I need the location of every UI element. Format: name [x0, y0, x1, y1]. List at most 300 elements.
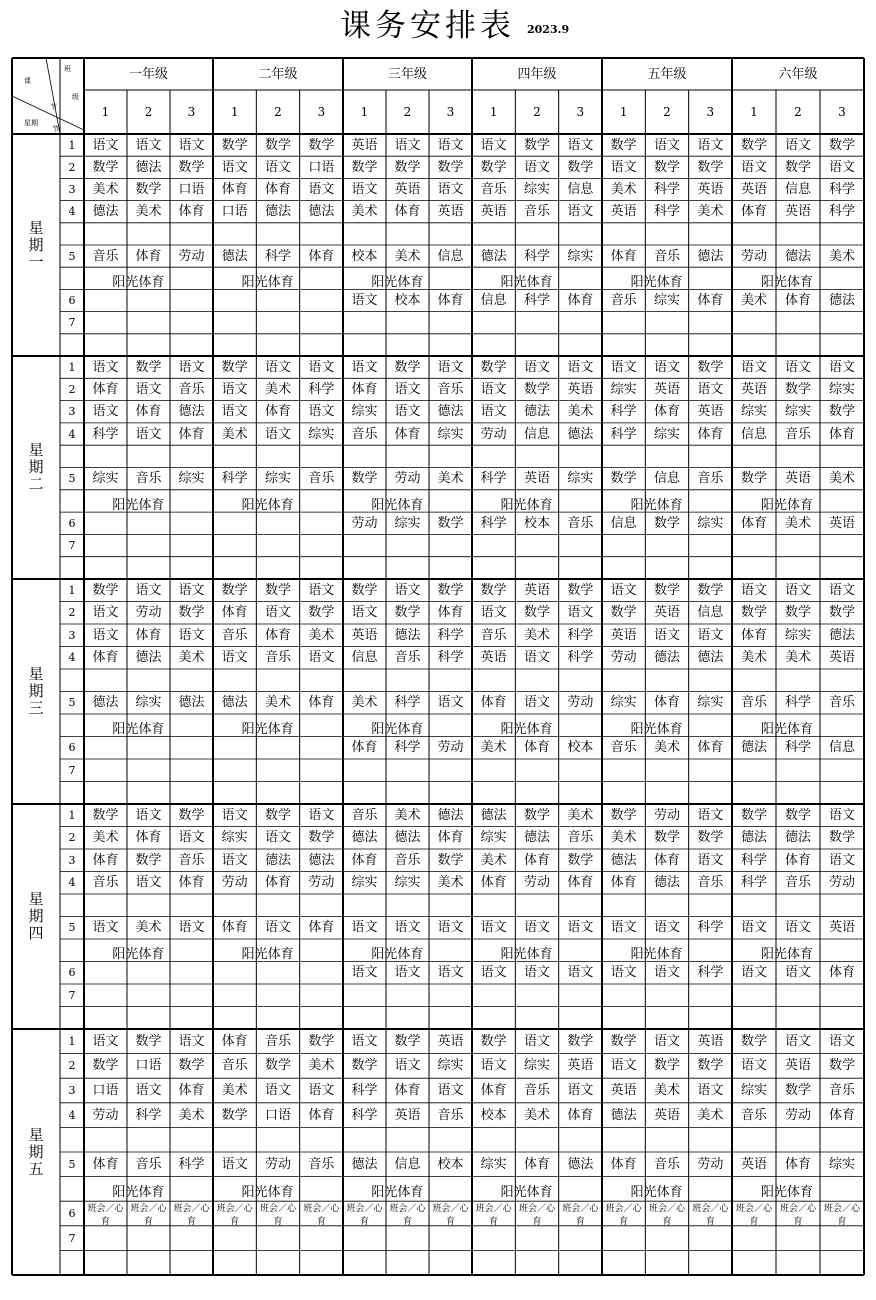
subject-cell: 数学 — [178, 807, 205, 823]
class-meeting-cell: 班会／心育 — [605, 1204, 642, 1228]
subject-cell: 体育 — [308, 695, 335, 711]
subject-cell: 体育 — [264, 181, 291, 197]
subject-cell: 体育 — [740, 627, 767, 643]
subject-cell: 劳动 — [828, 875, 855, 891]
corner-label: 节 — [50, 103, 57, 111]
subject-cell: 德法 — [567, 426, 594, 442]
subject-cell: 语文 — [178, 359, 205, 375]
sunshine-sports-label: 阳光体育 — [241, 1184, 294, 1200]
subject-cell: 语文 — [653, 627, 680, 643]
subject-cell: 数学 — [740, 137, 767, 153]
subject-cell: 信息 — [351, 650, 378, 666]
subject-cell: 综实 — [264, 471, 291, 487]
subject-cell: 语文 — [264, 920, 291, 936]
subject-cell: 口语 — [264, 1107, 291, 1123]
subject-cell: 语文 — [308, 404, 335, 420]
subject-cell: 语文 — [221, 404, 248, 420]
subject-cell: 美术 — [264, 381, 291, 397]
subject-cell: 综实 — [437, 426, 464, 442]
subject-cell: 英语 — [394, 1107, 421, 1123]
subject-cell: 体育 — [437, 830, 464, 846]
subject-cell: 数学 — [308, 830, 335, 846]
subject-cell: 英语 — [784, 471, 811, 487]
subject-cell: 美术 — [92, 830, 119, 846]
subject-cell: 语文 — [135, 381, 162, 397]
subject-cell: 数学 — [828, 605, 855, 621]
subject-cell: 语文 — [653, 1033, 680, 1049]
subject-cell: 体育 — [653, 404, 680, 420]
subject-cell: 数学 — [178, 159, 205, 175]
subject-cell: 语文 — [653, 359, 680, 375]
class-number: 1 — [101, 105, 110, 119]
subject-cell: 数学 — [653, 830, 680, 846]
subject-cell: 美术 — [480, 852, 507, 868]
subject-cell: 语文 — [740, 920, 767, 936]
subject-cell: 体育 — [135, 404, 162, 420]
period-number: 3 — [68, 1083, 76, 1097]
subject-cell: 美术 — [92, 181, 119, 197]
subject-cell: 数学 — [784, 159, 811, 175]
subject-cell: 英语 — [567, 381, 594, 397]
subject-cell: 英语 — [653, 605, 680, 621]
subject-cell: 美术 — [437, 471, 464, 487]
subject-cell: 语文 — [784, 920, 811, 936]
subject-cell: 信息 — [828, 740, 855, 756]
subject-cell: 科学 — [653, 204, 680, 220]
subject-cell: 语文 — [264, 605, 291, 621]
subject-cell: 劳动 — [351, 515, 378, 531]
subject-cell: 语文 — [567, 204, 594, 220]
subject-cell: 体育 — [178, 204, 205, 220]
subject-cell: 数学 — [740, 471, 767, 487]
grade-header: 三年级 — [387, 66, 427, 82]
subject-cell: 语文 — [221, 807, 248, 823]
subject-cell: 综实 — [653, 426, 680, 442]
subject-cell: 语文 — [351, 181, 378, 197]
subject-cell: 数学 — [828, 137, 855, 153]
subject-cell: 数学 — [264, 1058, 291, 1074]
subject-cell: 数学 — [697, 830, 724, 846]
subject-cell: 语文 — [178, 830, 205, 846]
sunshine-sports-label: 阳光体育 — [630, 1184, 683, 1200]
subject-cell: 语文 — [610, 965, 637, 981]
subject-cell: 数学 — [610, 1033, 637, 1049]
subject-cell: 音乐 — [135, 1156, 162, 1172]
subject-cell: 语文 — [784, 582, 811, 598]
sunshine-sports-label: 阳光体育 — [371, 497, 424, 513]
subject-cell: 语文 — [135, 1082, 162, 1098]
grade-header: 六年级 — [778, 66, 818, 82]
subject-cell: 数学 — [610, 807, 637, 823]
subject-cell: 语文 — [740, 159, 767, 175]
sunshine-sports-label: 阳光体育 — [371, 722, 424, 737]
period-number: 1 — [68, 360, 76, 374]
subject-cell: 综实 — [697, 695, 724, 711]
subject-cell: 语文 — [697, 137, 724, 153]
subject-cell: 数学 — [437, 515, 464, 531]
subject-cell: 美术 — [394, 248, 421, 264]
corner-label: 星期 — [24, 119, 38, 127]
subject-cell: 科学 — [567, 627, 594, 643]
subject-cell: 数学 — [92, 159, 119, 175]
subject-cell: 语文 — [264, 359, 291, 375]
subject-cell: 数学 — [653, 1058, 680, 1074]
period-number: 3 — [68, 405, 76, 419]
subject-cell: 语文 — [135, 137, 162, 153]
subject-cell: 数学 — [697, 1058, 724, 1074]
period-number: 5 — [68, 249, 76, 263]
subject-cell: 德法 — [178, 404, 205, 420]
subject-cell: 语文 — [567, 965, 594, 981]
subject-cell: 美术 — [740, 650, 767, 666]
subject-cell: 体育 — [264, 875, 291, 891]
subject-cell: 信息 — [697, 605, 724, 621]
subject-cell: 音乐 — [610, 292, 637, 308]
grade-header: 二年级 — [258, 66, 298, 82]
subject-cell: 语文 — [480, 920, 507, 936]
period-number: 7 — [68, 988, 76, 1002]
subject-cell: 数学 — [610, 137, 637, 153]
subject-cell: 语文 — [480, 605, 507, 621]
subject-cell: 语文 — [784, 1033, 811, 1049]
period-number: 5 — [68, 921, 76, 935]
subject-cell: 劳动 — [437, 740, 464, 756]
subject-cell: 科学 — [308, 381, 335, 397]
subject-cell: 口语 — [178, 181, 205, 197]
subject-cell: 体育 — [740, 515, 767, 531]
sunshine-sports-label: 阳光体育 — [112, 947, 165, 962]
subject-cell: 语文 — [351, 1033, 378, 1049]
subject-cell: 体育 — [394, 1082, 421, 1098]
corner-diagonal — [46, 58, 60, 134]
subject-cell: 数学 — [264, 807, 291, 823]
class-meeting-cell: 班会／心育 — [389, 1204, 426, 1228]
subject-cell: 科学 — [523, 292, 550, 308]
subject-cell: 语文 — [523, 1033, 550, 1049]
class-number: 2 — [663, 105, 671, 119]
subject-cell: 口语 — [308, 159, 335, 175]
sunshine-sports-label: 阳光体育 — [630, 722, 683, 737]
period-number: 1 — [68, 1034, 76, 1048]
subject-cell: 数学 — [264, 582, 291, 598]
subject-cell: 体育 — [178, 426, 205, 442]
class-meeting-cell: 班会／心育 — [648, 1204, 685, 1228]
subject-cell: 数学 — [567, 852, 594, 868]
subject-cell: 语文 — [92, 1033, 119, 1049]
subject-cell: 语文 — [784, 137, 811, 153]
subject-cell: 美术 — [264, 695, 291, 711]
class-number: 3 — [576, 105, 585, 119]
subject-cell: 信息 — [740, 426, 767, 442]
subject-cell: 体育 — [437, 605, 464, 621]
subject-cell: 劳动 — [264, 1156, 291, 1172]
subject-cell: 数学 — [740, 807, 767, 823]
subject-cell: 德法 — [394, 627, 421, 643]
subject-cell: 语文 — [351, 605, 378, 621]
subject-cell: 美术 — [740, 292, 767, 308]
subject-cell: 音乐 — [523, 1082, 550, 1098]
subject-cell: 语文 — [178, 137, 205, 153]
subject-cell: 音乐 — [178, 852, 205, 868]
subject-cell: 语文 — [610, 582, 637, 598]
subject-cell: 美术 — [653, 1082, 680, 1098]
period-number: 2 — [68, 382, 76, 396]
subject-cell: 美术 — [784, 515, 811, 531]
subject-cell: 语文 — [351, 292, 378, 308]
subject-cell: 语文 — [567, 605, 594, 621]
subject-cell: 德法 — [697, 650, 724, 666]
subject-cell: 语文 — [221, 381, 248, 397]
subject-cell: 信息 — [653, 471, 680, 487]
subject-cell: 信息 — [610, 515, 637, 531]
subject-cell: 音乐 — [740, 695, 767, 711]
subject-cell: 语文 — [308, 807, 335, 823]
sunshine-sports-label: 阳光体育 — [630, 275, 683, 291]
subject-cell: 音乐 — [178, 381, 205, 397]
subject-cell: 科学 — [351, 1107, 378, 1123]
subject-cell: 体育 — [264, 627, 291, 643]
subject-cell: 音乐 — [480, 627, 507, 643]
subject-cell: 语文 — [784, 359, 811, 375]
subject-cell: 语文 — [221, 650, 248, 666]
subject-cell: 体育 — [567, 875, 594, 891]
class-number: 2 — [144, 105, 153, 119]
subject-cell: 数学 — [784, 381, 811, 397]
subject-cell: 语文 — [740, 1058, 767, 1074]
subject-cell: 科学 — [135, 1107, 162, 1123]
subject-cell: 数学 — [480, 359, 507, 375]
subject-cell: 美术 — [308, 627, 335, 643]
subject-cell: 数学 — [784, 807, 811, 823]
subject-cell: 英语 — [610, 627, 637, 643]
subject-cell: 数学 — [394, 159, 421, 175]
subject-cell: 语文 — [437, 695, 464, 711]
class-number: 1 — [619, 105, 628, 119]
subject-cell: 口语 — [92, 1082, 119, 1098]
subject-cell: 体育 — [221, 920, 248, 936]
subject-cell: 德法 — [264, 204, 291, 220]
subject-cell: 德法 — [784, 830, 811, 846]
subject-cell: 英语 — [740, 181, 767, 197]
subject-cell: 科学 — [178, 1156, 205, 1172]
class-number: 2 — [794, 105, 802, 119]
subject-cell: 劳动 — [610, 650, 637, 666]
subject-cell: 科学 — [437, 650, 464, 666]
subject-cell: 英语 — [610, 204, 637, 220]
subject-cell: 美术 — [394, 807, 421, 823]
subject-cell: 语文 — [828, 359, 855, 375]
subject-cell: 语文 — [135, 582, 162, 598]
subject-cell: 美术 — [653, 740, 680, 756]
subject-cell: 美术 — [610, 830, 637, 846]
sunshine-sports-label: 阳光体育 — [112, 275, 165, 291]
subject-cell: 英语 — [653, 1107, 680, 1123]
subject-cell: 语文 — [740, 359, 767, 375]
subject-cell: 数学 — [221, 137, 248, 153]
subject-cell: 体育 — [610, 248, 637, 264]
subject-cell: 语文 — [523, 965, 550, 981]
subject-cell: 数学 — [697, 359, 724, 375]
subject-cell: 体育 — [697, 292, 724, 308]
class-meeting-cell: 班会／心育 — [303, 1204, 340, 1228]
subject-cell: 美术 — [567, 807, 594, 823]
day-label: 星期一 — [26, 219, 45, 271]
subject-cell: 体育 — [351, 381, 378, 397]
subject-cell: 美术 — [828, 471, 855, 487]
period-number: 6 — [68, 516, 76, 530]
day-label: 星期三 — [26, 666, 45, 717]
subject-cell: 数学 — [92, 582, 119, 598]
subject-cell: 音乐 — [828, 695, 855, 711]
subject-cell: 语文 — [178, 627, 205, 643]
subject-cell: 英语 — [480, 650, 507, 666]
subject-cell: 语文 — [480, 1058, 507, 1074]
subject-cell: 德法 — [653, 875, 680, 891]
subject-cell: 综实 — [351, 404, 378, 420]
subject-cell: 数学 — [351, 471, 378, 487]
subject-cell: 科学 — [264, 248, 291, 264]
period-number: 7 — [68, 1231, 76, 1245]
subject-cell: 综实 — [92, 471, 119, 487]
class-meeting-cell: 班会／心育 — [259, 1204, 296, 1228]
subject-cell: 校本 — [394, 292, 421, 308]
subject-cell: 音乐 — [784, 875, 811, 891]
class-meeting-cell: 班会／心育 — [432, 1204, 469, 1228]
subject-cell: 德法 — [437, 807, 464, 823]
subject-cell: 美术 — [221, 1082, 248, 1098]
date-label: 2023.9 — [527, 23, 570, 36]
subject-cell: 音乐 — [567, 515, 594, 531]
subject-cell: 数学 — [437, 159, 464, 175]
subject-cell: 音乐 — [697, 875, 724, 891]
subject-cell: 体育 — [610, 1156, 637, 1172]
subject-cell: 语文 — [394, 1058, 421, 1074]
period-number: 2 — [68, 606, 76, 620]
subject-cell: 英语 — [523, 582, 550, 598]
class-number: 1 — [750, 105, 758, 119]
subject-cell: 综实 — [740, 1082, 767, 1098]
subject-cell: 语文 — [437, 359, 464, 375]
subject-cell: 语文 — [92, 137, 119, 153]
subject-cell: 语文 — [92, 404, 119, 420]
subject-cell: 劳动 — [740, 248, 767, 264]
sunshine-sports-label: 阳光体育 — [500, 947, 553, 962]
class-number: 3 — [187, 105, 196, 119]
period-number: 5 — [68, 1157, 76, 1171]
subject-cell: 体育 — [697, 740, 724, 756]
sunshine-sports-label: 阳光体育 — [630, 497, 683, 513]
period-number: 6 — [68, 741, 76, 755]
subject-cell: 数学 — [523, 807, 550, 823]
subject-cell: 数学 — [828, 404, 855, 420]
corner-label: 节 — [52, 125, 59, 133]
subject-cell: 音乐 — [784, 426, 811, 442]
subject-cell: 英语 — [567, 1058, 594, 1074]
sunshine-sports-label: 阳光体育 — [630, 947, 683, 962]
subject-cell: 数学 — [351, 159, 378, 175]
class-number: 3 — [317, 105, 326, 119]
subject-cell: 数学 — [653, 515, 680, 531]
subject-cell: 体育 — [394, 426, 421, 442]
day-label: 星期二 — [26, 442, 45, 493]
subject-cell: 科学 — [828, 204, 855, 220]
subject-cell: 科学 — [394, 695, 421, 711]
class-number: 1 — [489, 105, 498, 119]
subject-cell: 语文 — [828, 159, 855, 175]
subject-cell: 美术 — [351, 695, 378, 711]
subject-cell: 英语 — [828, 515, 855, 531]
subject-cell: 语文 — [308, 650, 335, 666]
class-number: 3 — [446, 105, 455, 119]
subject-cell: 音乐 — [308, 1156, 335, 1172]
subject-cell: 德法 — [828, 292, 855, 308]
subject-cell: 美术 — [523, 1107, 550, 1123]
period-number: 4 — [68, 205, 76, 219]
sunshine-sports-label: 阳光体育 — [371, 1184, 424, 1200]
subject-cell: 音乐 — [828, 1082, 855, 1098]
period-number: 1 — [68, 138, 76, 152]
subject-cell: 数学 — [828, 830, 855, 846]
subject-cell: 美术 — [178, 650, 205, 666]
subject-cell: 德法 — [92, 204, 119, 220]
subject-cell: 德法 — [92, 695, 119, 711]
class-meeting-cell: 班会／心育 — [735, 1204, 772, 1228]
sunshine-sports-label: 阳光体育 — [500, 1184, 553, 1200]
subject-cell: 体育 — [523, 740, 550, 756]
subject-cell: 语文 — [653, 137, 680, 153]
subject-cell: 数学 — [351, 1058, 378, 1074]
class-meeting-cell: 班会／心育 — [216, 1204, 253, 1228]
subject-cell: 德法 — [480, 248, 507, 264]
subject-cell: 德法 — [784, 248, 811, 264]
period-number: 2 — [68, 1059, 76, 1073]
subject-cell: 语文 — [567, 1082, 594, 1098]
subject-cell: 音乐 — [697, 471, 724, 487]
period-number: 6 — [68, 966, 76, 980]
subject-cell: 数学 — [480, 1033, 507, 1049]
subject-cell: 英语 — [697, 181, 724, 197]
subject-cell: 语文 — [523, 159, 550, 175]
subject-cell: 语文 — [221, 1156, 248, 1172]
subject-cell: 体育 — [308, 920, 335, 936]
subject-cell: 体育 — [135, 248, 162, 264]
grade-header: 一年级 — [128, 66, 168, 82]
subject-cell: 数学 — [351, 582, 378, 598]
subject-cell: 语文 — [740, 965, 767, 981]
subject-cell: 体育 — [135, 830, 162, 846]
subject-cell: 语文 — [697, 807, 724, 823]
subject-cell: 数学 — [221, 582, 248, 598]
subject-cell: 数学 — [135, 359, 162, 375]
subject-cell: 英语 — [740, 381, 767, 397]
subject-cell: 综实 — [351, 875, 378, 891]
subject-cell: 劳动 — [567, 695, 594, 711]
subject-cell: 语文 — [828, 807, 855, 823]
subject-cell: 科学 — [567, 650, 594, 666]
period-number: 7 — [68, 539, 76, 553]
subject-cell: 校本 — [523, 515, 550, 531]
sunshine-sports-label: 阳光体育 — [761, 947, 814, 962]
subject-cell: 综实 — [308, 426, 335, 442]
subject-cell: 体育 — [784, 1156, 811, 1172]
subject-cell: 数学 — [394, 1033, 421, 1049]
subject-cell: 美术 — [523, 627, 550, 643]
subject-cell: 英语 — [784, 1058, 811, 1074]
class-number: 3 — [838, 105, 846, 119]
subject-cell: 综实 — [567, 471, 594, 487]
subject-cell: 体育 — [92, 381, 119, 397]
subject-cell: 英语 — [828, 920, 855, 936]
